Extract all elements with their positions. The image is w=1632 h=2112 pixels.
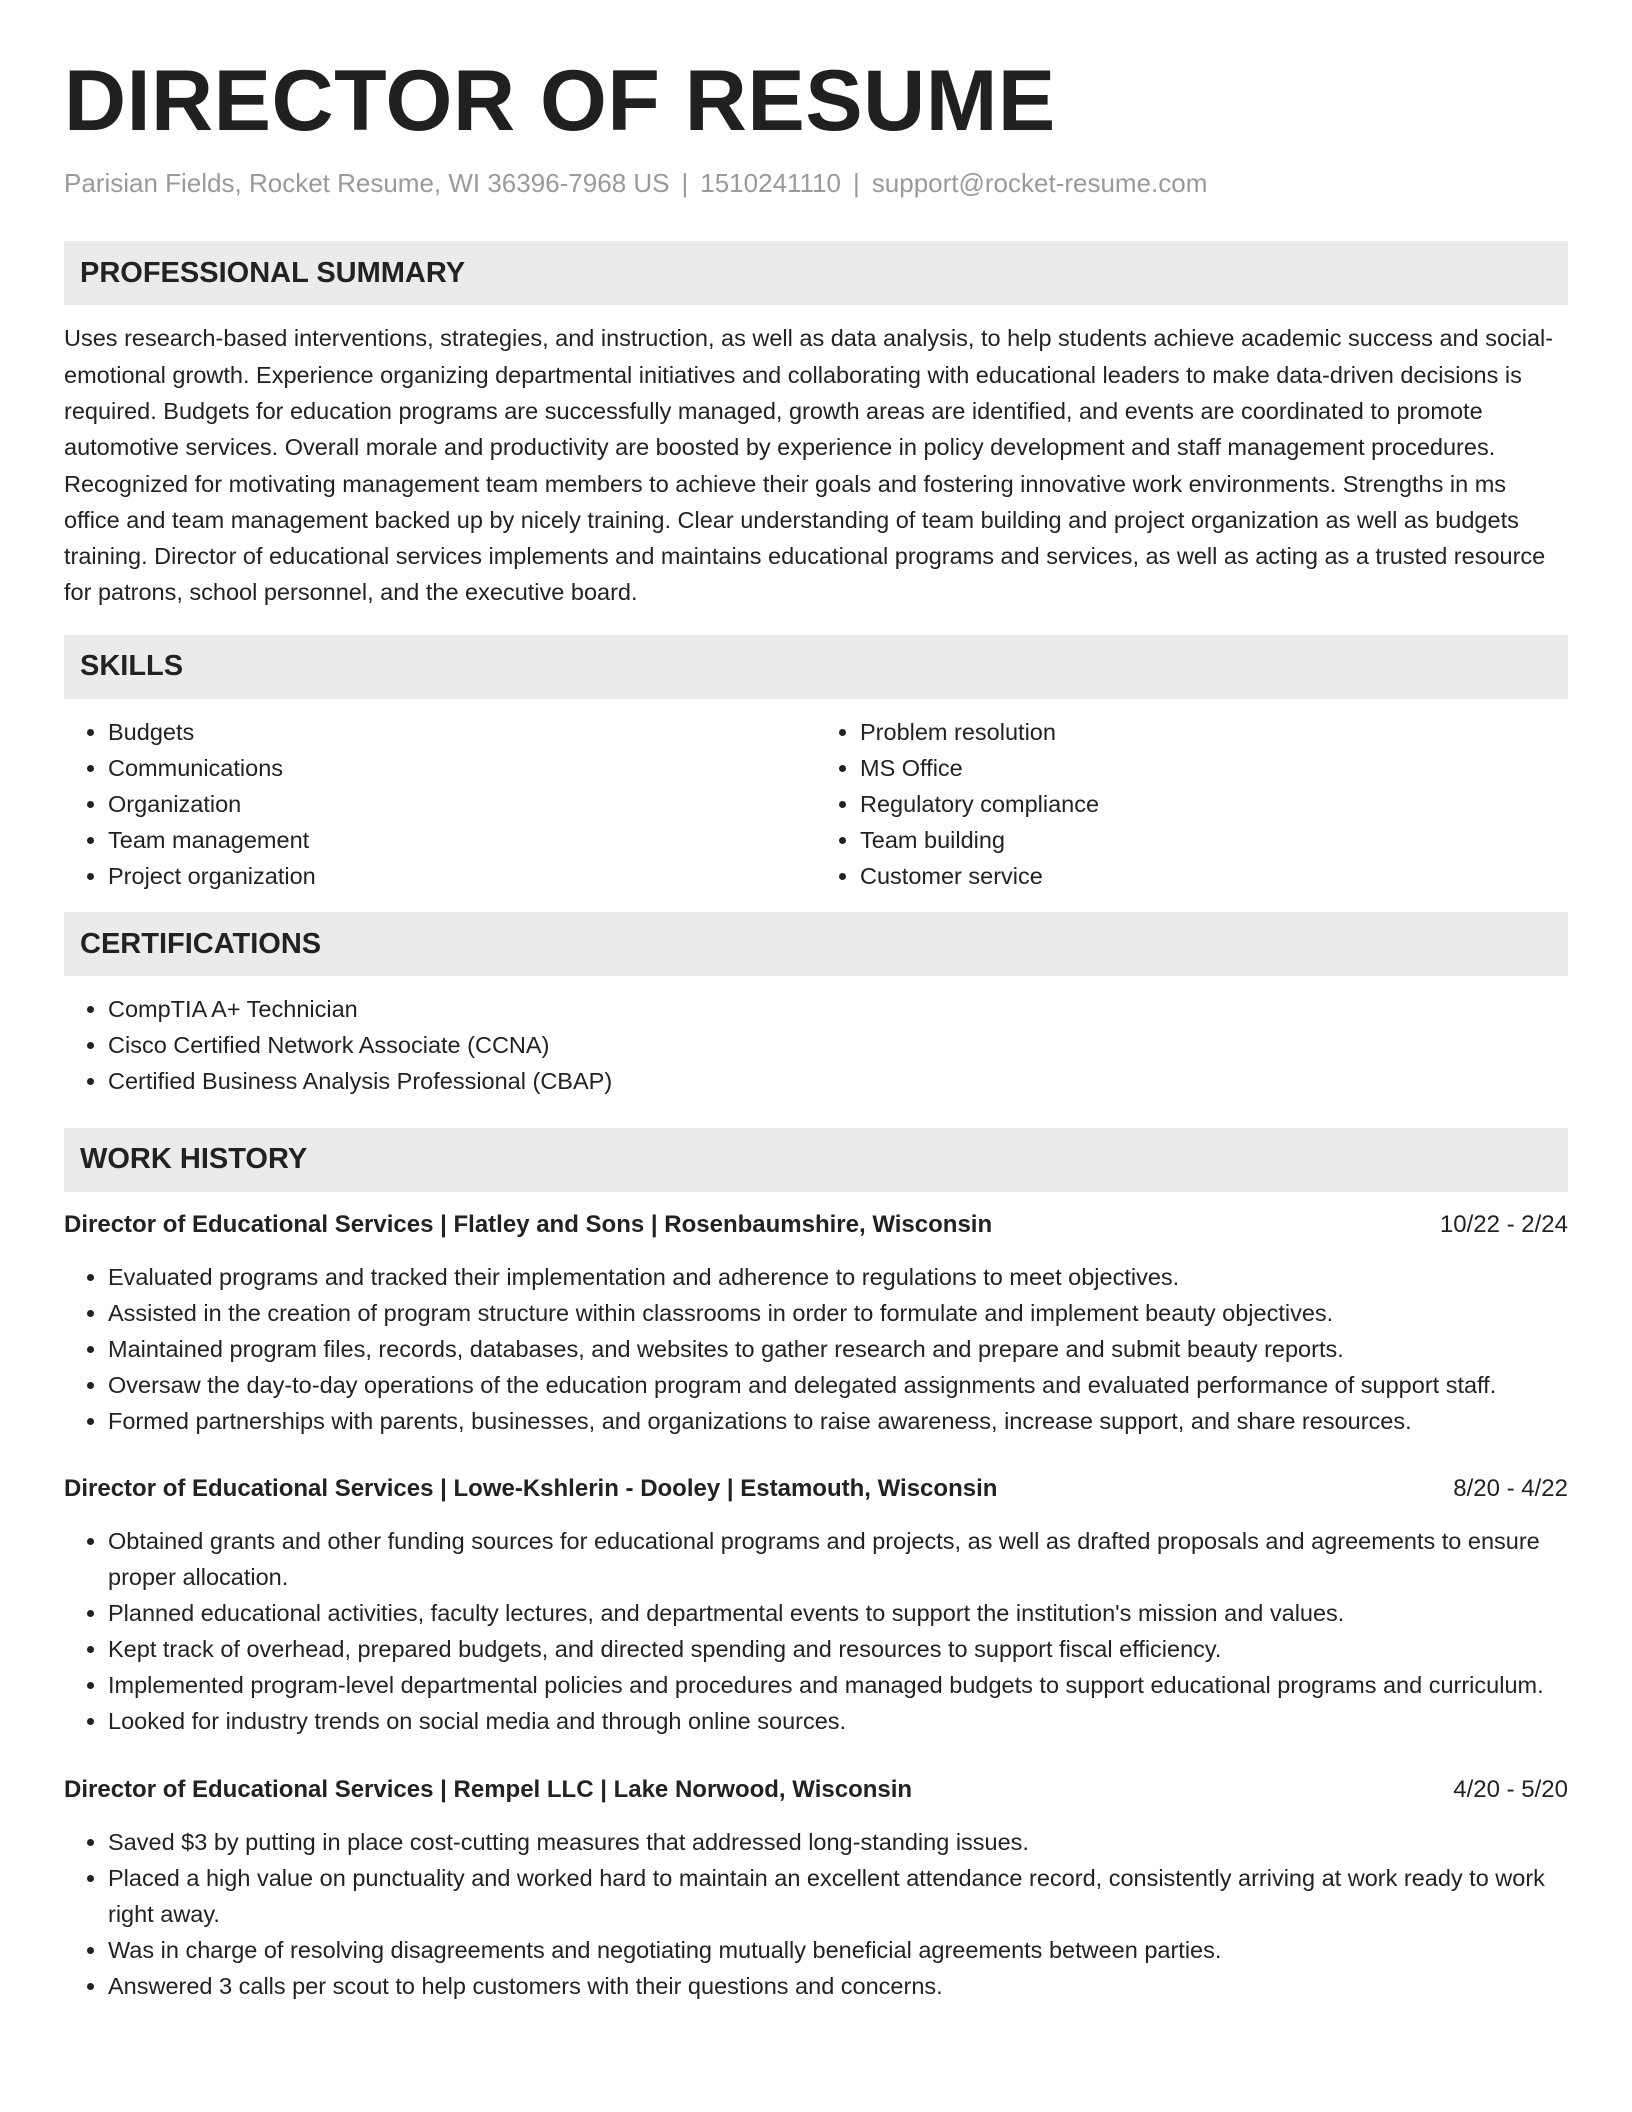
contact-line (64, 167, 1568, 201)
email-link[interactable]: support@rocket-resume.com (871, 167, 1208, 198)
job-header (64, 1772, 1568, 1808)
job-bullet: • Answered 3 calls per scout to help customers with their questions and concerns. (108, 1968, 1568, 2004)
job-dates: 8/20 - 4/22 (1453, 1474, 1568, 1502)
job-bullet: • Kept track of overhead, prepared budgets, and directed spending and resources to support fiscal efficiency. (108, 1631, 1568, 1667)
skill-item: • Regulatory compliance (860, 786, 1568, 822)
certification-item: • Cisco Certified Network Associate (CCNA) (108, 1027, 1568, 1063)
job-bullet: • Placed a high value on punctuality and worked hard to maintain an excellent attendance record, consistently arriving at work ready to work right away. (108, 1860, 1568, 1932)
job-title: Director of Educational Services | Flatley and Sons | Rosenbaumshire, Wisconsin (64, 1210, 993, 1238)
skill-item: • Problem resolution (860, 714, 1568, 750)
contact-separator: | (853, 167, 860, 198)
job-dates: 10/22 - 2/24 (1439, 1210, 1568, 1238)
job-bullet: • Obtained grants and other funding sources for educational programs and projects, as well as drafted proposals and agreements to ensure proper allocation. (108, 1523, 1568, 1595)
summary-text: Uses research-based interventions, strategies, and instruction, as well as data analysis, to help students achieve academic success and social-emotional growth. Experience organizing departmental initiatives and collaborating with educational leaders to make data-driven decisions is required. Budgets for education programs are successfully managed, growth areas are identified, and events are coordinated to promote automotive services. Overall morale and productivity are boosted by experience in policy development and staff management procedures. Recognized for motivating management team members to achieve their goals and fostering innovative work environments. Strengths in ms office and team management backed up by nicely training. Clear understanding of team building and project organization as well as budgets training. Director of educational services implements and maintains educational programs and services, as well as acting as a trusted resource for patrons, school personnel, and the executive board. (64, 325, 1554, 606)
skills-heading: SKILLS (64, 635, 1568, 699)
job-bullet: • Was in charge of resolving disagreements and negotiating mutually beneficial agreements between parties. (108, 1932, 1568, 1968)
skill-item: • Team building (860, 822, 1568, 858)
job-bullets (64, 1523, 1568, 1740)
skills-column-left (64, 714, 816, 894)
skill-item: • MS Office (860, 750, 1568, 786)
skill-item: • Team management (108, 822, 816, 858)
resume-page (64, 54, 1568, 2004)
job-bullets (64, 1824, 1568, 2004)
skill-item: • Budgets (108, 714, 816, 750)
job-bullet: • Evaluated programs and tracked their implementation and adherence to regulations to meet objectives. (108, 1259, 1568, 1295)
job-bullets (64, 1259, 1568, 1439)
job-dates: 4/20 - 5/20 (1453, 1775, 1568, 1803)
job-header (64, 1471, 1568, 1507)
skill-item: • Customer service (860, 858, 1568, 894)
certification-item: • Certified Business Analysis Professional (CBAP) (108, 1063, 1568, 1099)
job-title: Director of Educational Services | Rempel LLC | Lake Norwood, Wisconsin (64, 1775, 913, 1803)
skills-column-right (816, 714, 1568, 894)
job-bullet: • Implemented program-level departmental policies and procedures and managed budgets to support educational programs and curriculum. (108, 1667, 1568, 1703)
skill-item: • Project organization (108, 858, 816, 894)
job-bullet: • Assisted in the creation of program structure within classrooms in order to formulate and implement beauty objectives. (108, 1295, 1568, 1331)
skills-list (64, 714, 1568, 894)
summary-heading: PROFESSIONAL SUMMARY (64, 241, 1568, 305)
job-bullet: • Maintained program files, records, databases, and websites to gather research and prepare and submit beauty reports. (108, 1331, 1568, 1367)
job-bullet: • Formed partnerships with parents, businesses, and organizations to raise awareness, increase support, and share resources. (108, 1403, 1568, 1439)
skill-item: • Organization (108, 786, 816, 822)
job-bullet: • Looked for industry trends on social media and through online sources. (108, 1703, 1568, 1739)
certifications-list (64, 991, 1568, 1099)
job-bullet: • Oversaw the day-to-day operations of the education program and delegated assignments and evaluated performance of support staff. (108, 1367, 1568, 1403)
certification-item: • CompTIA A+ Technician (108, 991, 1568, 1027)
job-bullet: • Saved $3 by putting in place cost-cutting measures that addressed long-standing issues. (108, 1824, 1568, 1860)
address: Parisian Fields, Rocket Resume, WI 36396-7968 US (64, 167, 670, 198)
job-bullet: • Planned educational activities, faculty lectures, and departmental events to support the institution's mission and values. (108, 1595, 1568, 1631)
skill-item: • Communications (108, 750, 816, 786)
job-header (64, 1207, 1568, 1243)
phone: 1510241110 (700, 167, 842, 198)
certifications-heading: CERTIFICATIONS (64, 912, 1568, 976)
job-title: Director of Educational Services | Lowe-Kshlerin - Dooley | Estamouth, Wisconsin (64, 1474, 998, 1502)
job-entry (64, 1772, 1568, 2004)
job-entry (64, 1471, 1568, 1740)
job-entry (64, 1207, 1568, 1439)
contact-separator: | (681, 167, 689, 198)
candidate-name: DIRECTOR OF RESUME (64, 53, 1056, 149)
work-history-heading: WORK HISTORY (64, 1128, 1568, 1192)
